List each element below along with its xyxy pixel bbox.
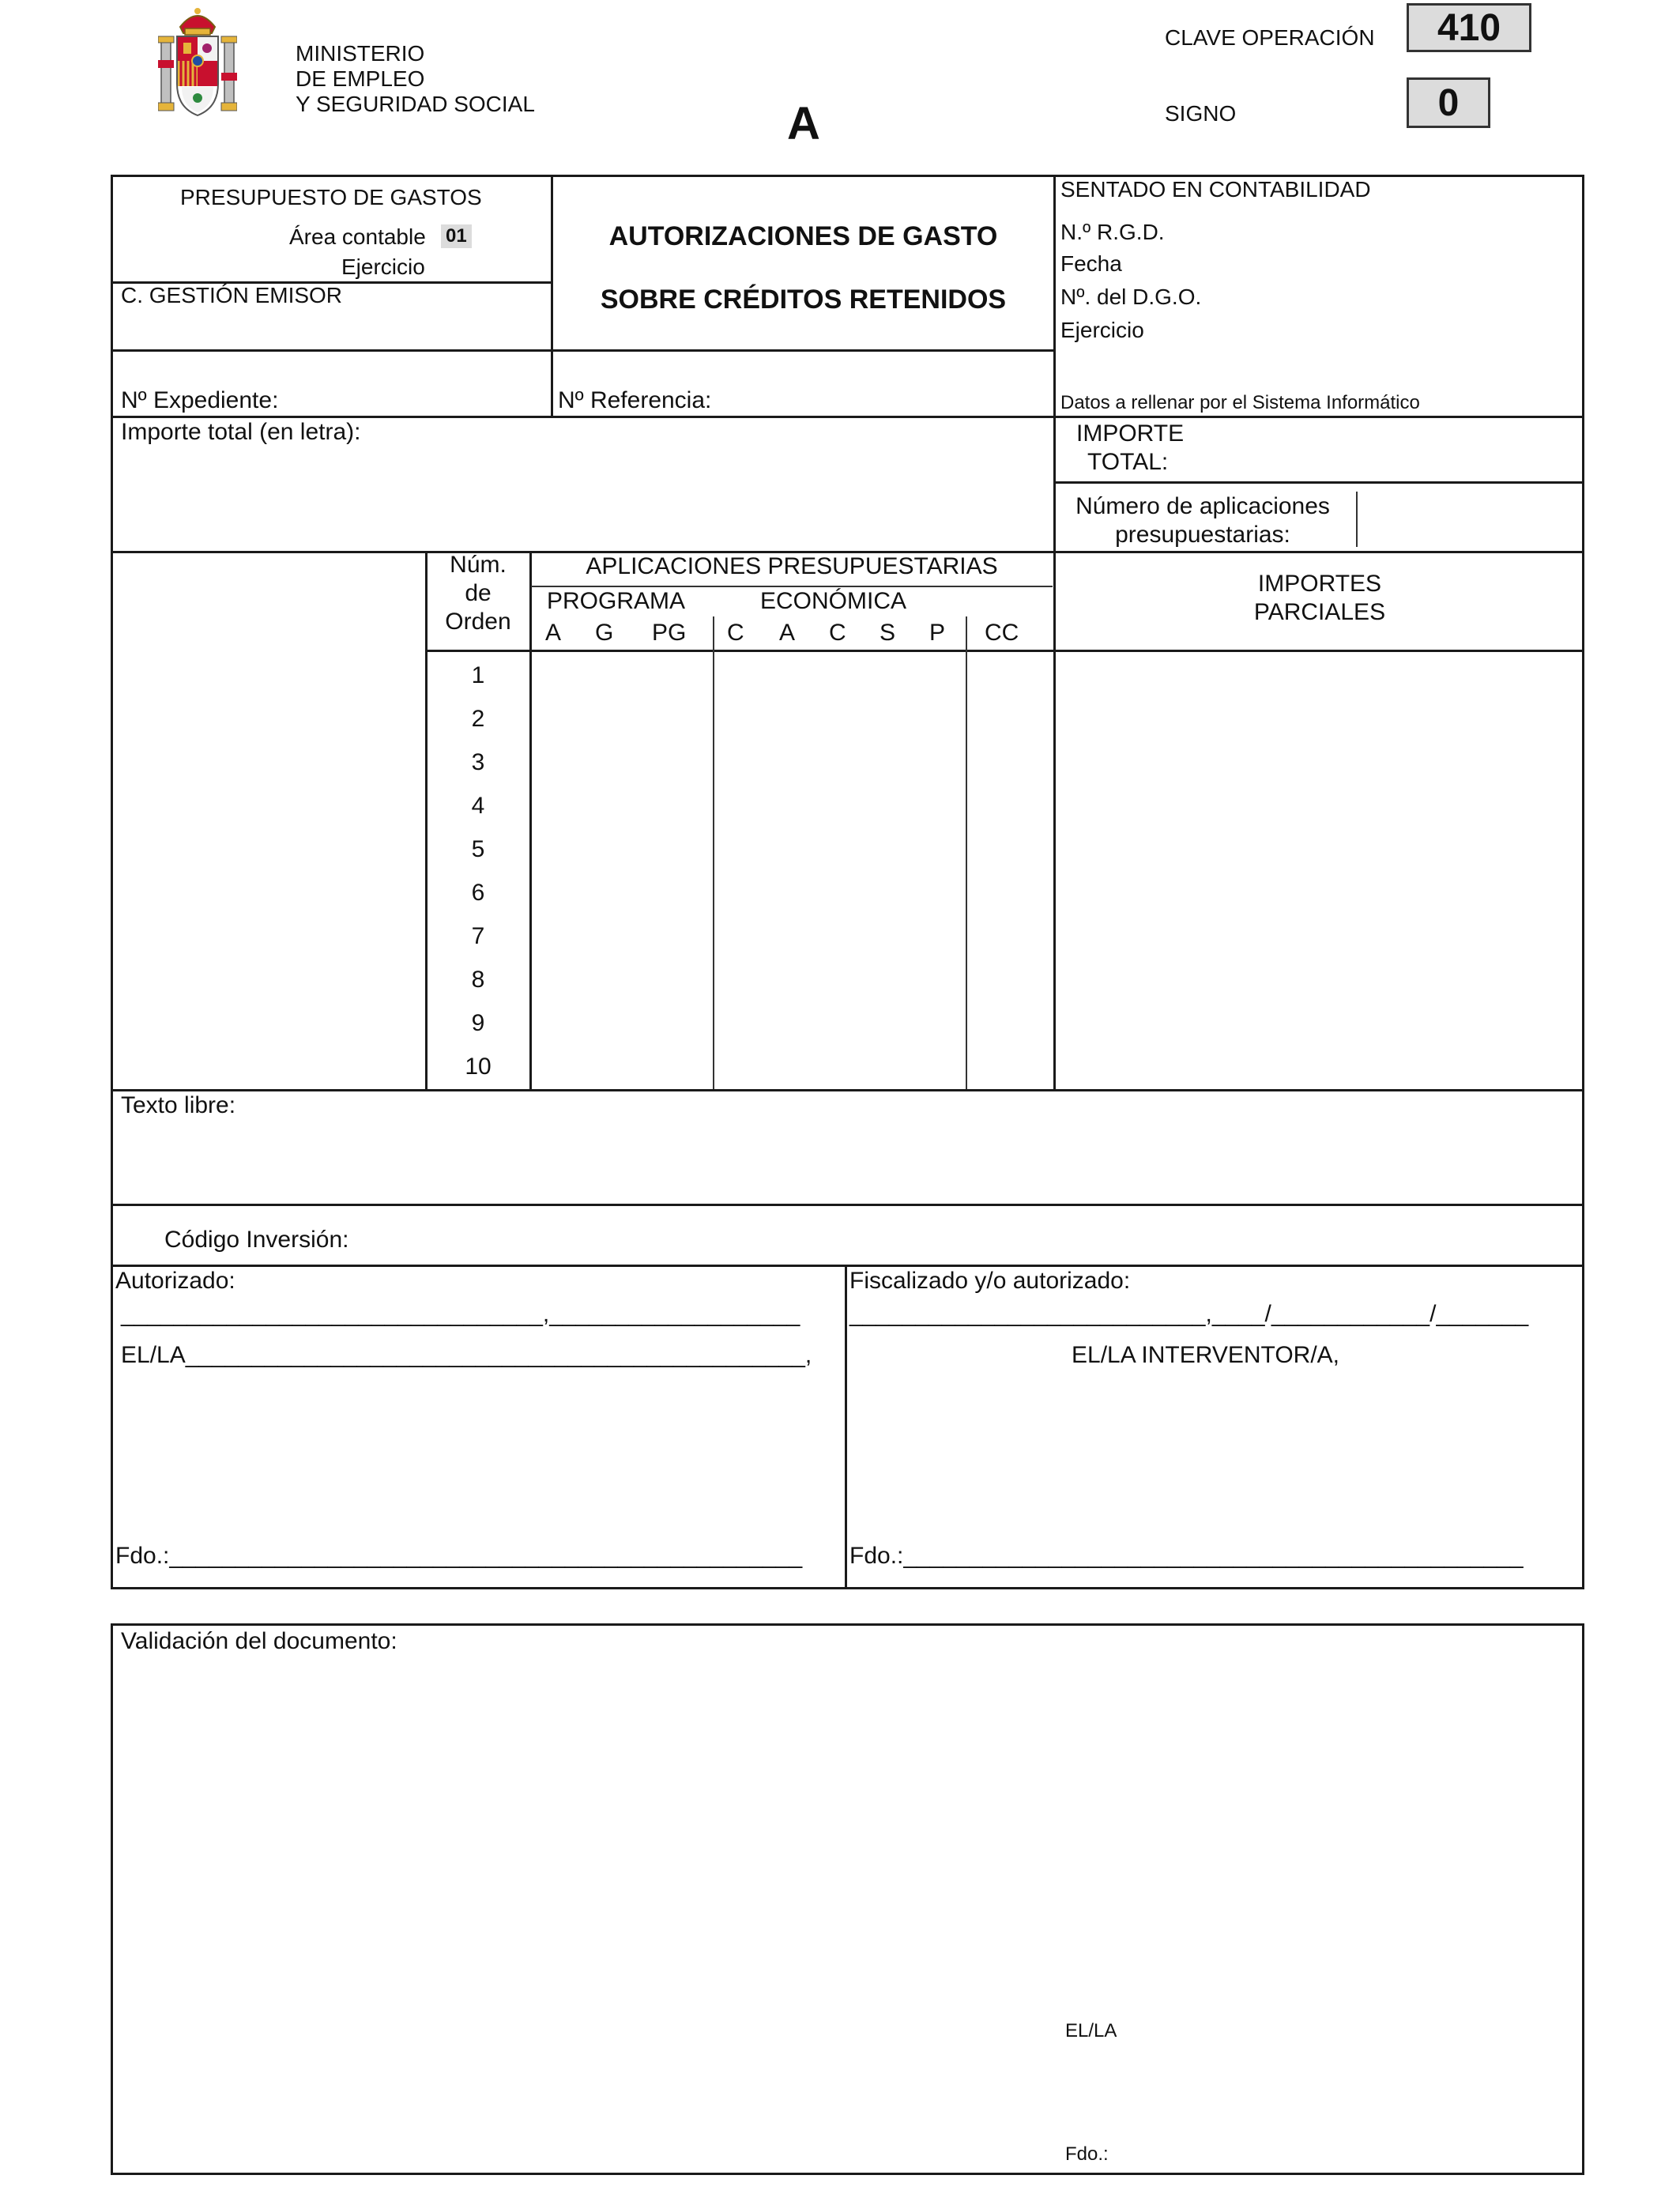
subcol-c: C (727, 620, 744, 646)
importe-total-line-1: IMPORTE (1076, 420, 1185, 447)
fiscalizado-label: Fiscalizado y/o autorizado: (849, 1268, 1131, 1294)
subcol-cc: CC (985, 620, 1019, 646)
dgo-label: Nº. del D.G.O. (1060, 285, 1202, 309)
presupuesto-label: PRESUPUESTO DE GASTOS (180, 185, 482, 209)
orden-header-2: de (465, 580, 492, 606)
fdo-left-line: Fdo.:________________________________________________ (115, 1543, 803, 1569)
divider-texto-libre (111, 1204, 1584, 1206)
importes-parciales-line-1: IMPORTES (1257, 571, 1382, 597)
num-aplicaciones-divider (1356, 492, 1358, 547)
form-letter: A (787, 98, 820, 149)
codigo-inversion-label: Código Inversión: (164, 1227, 349, 1253)
orden-row-10: 10 (465, 1054, 492, 1080)
num-aplicaciones-line-1: Número de aplicaciones (1075, 493, 1330, 519)
economica-header: ECONÓMICA (760, 588, 907, 614)
signo-label: SIGNO (1165, 101, 1237, 126)
gestion-emisor-label: C. GESTIÓN EMISOR (121, 283, 343, 307)
subcol-a: A (545, 620, 562, 646)
main-form-frame (111, 175, 1584, 1589)
orden-header-1: Núm. (450, 552, 507, 578)
ministry-line-3: Y SEGURIDAD SOCIAL (296, 92, 535, 116)
fiscalizado-date-line: ___________________________,____/____________/_______ (849, 1301, 1529, 1327)
orden-row-9: 9 (471, 1010, 485, 1036)
subcol-pg: PG (652, 620, 687, 646)
orden-row-8: 8 (471, 967, 485, 993)
validacion-fdo: Fdo.: (1065, 2143, 1109, 2165)
subcol-g: G (595, 620, 614, 646)
table-header-bottom (425, 650, 1584, 652)
programa-economica-divider (713, 616, 714, 1090)
contabilidad-ejercicio-label: Ejercicio (1060, 318, 1144, 342)
fecha-label: Fecha (1060, 251, 1122, 276)
orden-row-7: 7 (471, 923, 485, 949)
divider-expediente (111, 349, 1054, 352)
form-title-line-1: AUTORIZACIONES DE GASTO (608, 221, 998, 251)
validacion-label: Validación del documento: (121, 1628, 397, 1654)
sistema-informatico-note: Datos a rellenar por el Sistema Informático (1060, 392, 1420, 413)
orden-row-2: 2 (471, 706, 485, 732)
referencia-label: Nº Referencia: (558, 387, 712, 413)
clave-operacion-label: CLAVE OPERACIÓN (1165, 25, 1375, 50)
divider-importe-row (111, 416, 1584, 418)
subcol-s: S (880, 620, 896, 646)
divider-table-bottom (111, 1089, 1584, 1091)
divider-title-right (1053, 175, 1056, 1090)
num-aplicaciones-line-2: presupuestarias: (1115, 522, 1290, 548)
subcol-a2: A (779, 620, 796, 646)
area-contable-value: 01 (441, 224, 472, 248)
orden-row-1: 1 (471, 662, 485, 688)
autorizado-el-la-line: EL/LA_______________________________________________, (121, 1342, 812, 1368)
signo-value: 0 (1407, 77, 1490, 128)
aplicaciones-header-underline (531, 586, 1053, 587)
autorizado-label: Autorizado: (115, 1268, 235, 1294)
orden-header-3: Orden (445, 609, 511, 635)
importe-letra-label: Importe total (en letra): (121, 419, 361, 445)
importes-parciales-line-2: PARCIALES (1253, 599, 1386, 625)
fdo-right-line: Fdo.:_______________________________________________ (849, 1543, 1524, 1569)
coat-of-arms-logo (158, 5, 237, 122)
texto-libre-label: Texto libre: (121, 1092, 236, 1118)
subcol-c2: C (829, 620, 846, 646)
economica-cc-divider (966, 616, 967, 1090)
orden-row-6: 6 (471, 880, 485, 906)
divider-codigo-inversion (111, 1265, 1584, 1267)
form-title-line-2: SOBRE CRÉDITOS RETENIDOS (600, 285, 1007, 315)
interventor-label: EL/LA INTERVENTOR/A, (1072, 1342, 1340, 1368)
validacion-frame (111, 1623, 1584, 2175)
ejercicio-label: Ejercicio (341, 254, 425, 279)
contabilidad-heading: SENTADO EN CONTABILIDAD (1060, 177, 1371, 202)
aplicaciones-header: APLICACIONES PRESUPUESTARIAS (586, 553, 998, 579)
autorizado-place-date-line: ________________________________,___________________ (121, 1301, 800, 1327)
orden-row-5: 5 (471, 836, 485, 862)
rgd-label: N.º R.G.D. (1060, 220, 1165, 244)
ministry-line-2: DE EMPLEO (296, 66, 425, 91)
expediente-label: Nº Expediente: (121, 387, 279, 413)
programa-header: PROGRAMA (547, 588, 686, 614)
importe-total-line-2: TOTAL: (1087, 449, 1169, 475)
signature-divider (845, 1265, 847, 1589)
area-contable-label: Área contable (289, 224, 426, 249)
orden-row-4: 4 (471, 793, 485, 819)
validacion-el-la: EL/LA (1065, 2020, 1117, 2041)
clave-operacion-value: 410 (1407, 3, 1531, 52)
subcol-p: P (929, 620, 946, 646)
orden-row-3: 3 (471, 749, 485, 775)
table-orden-right (529, 551, 532, 1090)
ministry-line-1: MINISTERIO (296, 41, 425, 66)
divider-importe-total (1053, 481, 1584, 484)
